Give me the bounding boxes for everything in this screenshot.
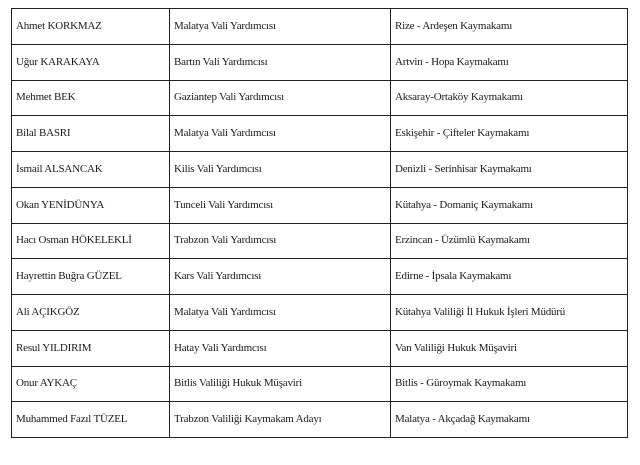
new-position-cell: Malatya - Akçadağ Kaymakamı: [391, 402, 628, 438]
current-position-cell: Kars Vali Yardımcısı: [170, 259, 391, 295]
name-cell: Ahmet KORKMAZ: [12, 9, 170, 45]
new-position-cell: Artvin - Hopa Kaymakamı: [391, 44, 628, 80]
table-row: [12, 80, 628, 116]
name-cell: Ali AÇIKGÖZ: [12, 295, 170, 331]
table-row: [12, 330, 628, 366]
new-position-cell: Erzincan - Üzümlü Kaymakamı: [391, 223, 628, 259]
current-position-cell: Trabzon Valiliği Kaymakam Adayı: [170, 402, 391, 438]
name-cell: Mehmet BEK: [12, 80, 170, 116]
new-position-cell: Rize - Ardeşen Kaymakamı: [391, 9, 628, 45]
current-position-cell: Malatya Vali Yardımcısı: [170, 116, 391, 152]
name-cell: Muhammed Fazıl TÜZEL: [12, 402, 170, 438]
current-position-cell: Bartın Vali Yardımcısı: [170, 44, 391, 80]
table-row: [12, 116, 628, 152]
name-cell: İsmail ALSANCAK: [12, 152, 170, 188]
name-cell: Uğur KARAKAYA: [12, 44, 170, 80]
appointment-table: [11, 8, 628, 438]
table-row: [12, 366, 628, 402]
current-position-cell: Malatya Vali Yardımcısı: [170, 9, 391, 45]
name-cell: Hacı Osman HÖKELEKLİ: [12, 223, 170, 259]
table-row: [12, 187, 628, 223]
table-row: [12, 44, 628, 80]
table-row: [12, 402, 628, 438]
new-position-cell: Aksaray-Ortaköy Kaymakamı: [391, 80, 628, 116]
current-position-cell: Hatay Vali Yardımcısı: [170, 330, 391, 366]
new-position-cell: Kütahya - Domaniç Kaymakamı: [391, 187, 628, 223]
new-position-cell: Denizli - Serinhisar Kaymakamı: [391, 152, 628, 188]
name-cell: Hayrettin Buğra GÜZEL: [12, 259, 170, 295]
new-position-cell: Edirne - İpsala Kaymakamı: [391, 259, 628, 295]
name-cell: Bilal BASRI: [12, 116, 170, 152]
current-position-cell: Kilis Vali Yardımcısı: [170, 152, 391, 188]
table-row: [12, 9, 628, 45]
new-position-cell: Eskişehir - Çifteler Kaymakamı: [391, 116, 628, 152]
name-cell: Onur AYKAÇ: [12, 366, 170, 402]
new-position-cell: Van Valiliği Hukuk Müşaviri: [391, 330, 628, 366]
appointment-table-body: [12, 9, 628, 438]
new-position-cell: Kütahya Valiliği İl Hukuk İşleri Müdürü: [391, 295, 628, 331]
current-position-cell: Malatya Vali Yardımcısı: [170, 295, 391, 331]
current-position-cell: Trabzon Vali Yardımcısı: [170, 223, 391, 259]
table-row: [12, 295, 628, 331]
table-row: [12, 152, 628, 188]
current-position-cell: Bitlis Valiliği Hukuk Müşaviri: [170, 366, 391, 402]
current-position-cell: Gaziantep Vali Yardımcısı: [170, 80, 391, 116]
name-cell: Okan YENİDÜNYA: [12, 187, 170, 223]
current-position-cell: Tunceli Vali Yardımcısı: [170, 187, 391, 223]
name-cell: Resul YILDIRIM: [12, 330, 170, 366]
table-row: [12, 223, 628, 259]
new-position-cell: Bitlis - Güroymak Kaymakamı: [391, 366, 628, 402]
table-row: [12, 259, 628, 295]
